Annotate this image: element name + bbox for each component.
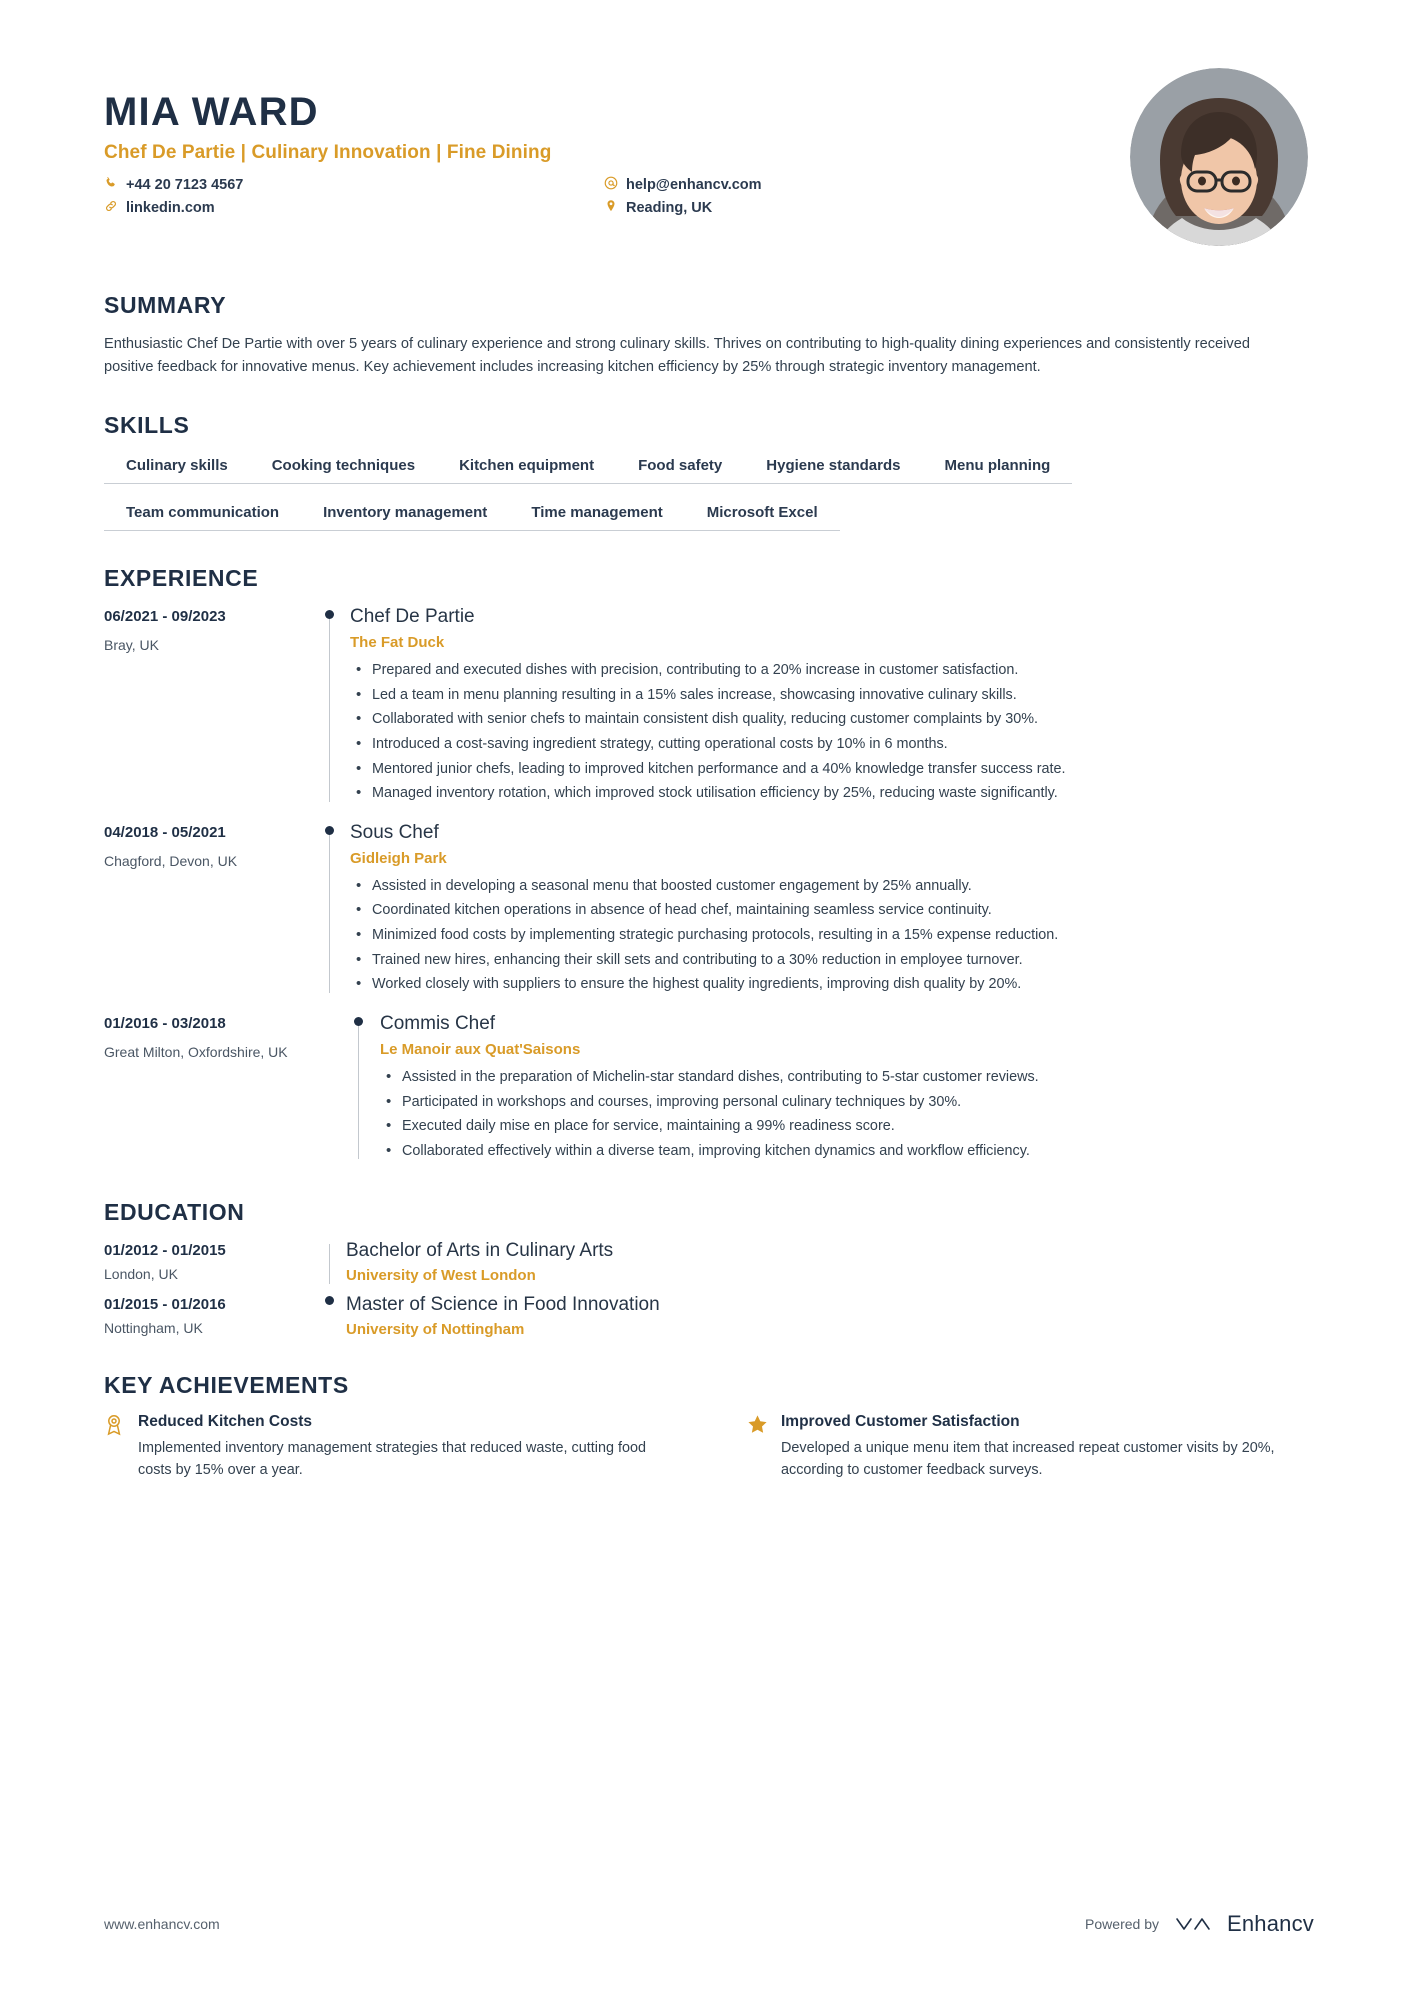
experience-body bbox=[346, 822, 1314, 999]
contact-list bbox=[104, 176, 762, 216]
skill-chip: Food safety bbox=[616, 453, 744, 484]
header-left bbox=[104, 68, 762, 216]
bullet-item: • Participated in workshops and courses, improving personal culinary techniques by 30%. bbox=[380, 1092, 1310, 1114]
bullet-item: • Minimized food costs by implementing strategic purchasing protocols, resulting in a 15% expense reduction. bbox=[350, 925, 1280, 947]
phone-icon bbox=[104, 176, 126, 193]
experience-role: Commis Chef bbox=[380, 1012, 496, 1034]
experience-company: The Fat Duck bbox=[350, 634, 445, 652]
star-icon bbox=[747, 1413, 781, 1439]
bullet-item: • Introduced a cost-saving ingredient strategy, cutting operational costs by 10% in 6 months. bbox=[350, 734, 1280, 756]
education-heading: EDUCATION bbox=[104, 1199, 245, 1226]
experience-bullets bbox=[380, 1067, 1314, 1162]
education-school: University of West London bbox=[346, 1267, 536, 1285]
section-education bbox=[104, 1199, 1314, 1338]
timeline-line bbox=[329, 619, 330, 802]
education-location: London, UK bbox=[104, 1266, 178, 1283]
section-achievements bbox=[104, 1372, 1314, 1481]
bullet-item: • Trained new hires, enhancing their skill sets and contributing to a 30% reduction in employee turnover. bbox=[350, 950, 1280, 972]
bullet-item: • Led a team in menu planning resulting in a 15% sales increase, showcasing innovative culinary skills. bbox=[350, 685, 1280, 707]
experience-meta bbox=[104, 822, 316, 999]
experience-item bbox=[104, 822, 1314, 999]
achievement-title: Improved Customer Satisfaction bbox=[781, 1413, 1020, 1431]
education-school: University of Nottingham bbox=[346, 1321, 525, 1339]
timeline-line bbox=[329, 1244, 330, 1284]
education-degree: Master of Science in Food Innovation bbox=[346, 1294, 660, 1316]
experience-bullets bbox=[350, 876, 1314, 996]
experience-meta bbox=[104, 1013, 316, 1165]
achievements-grid bbox=[104, 1413, 1314, 1481]
bullet-item: • Worked closely with suppliers to ensure the highest quality ingredients, improving dish quality by 20%. bbox=[350, 974, 1280, 996]
contact-phone bbox=[104, 176, 604, 193]
achievement-body bbox=[138, 1413, 671, 1481]
section-experience bbox=[104, 565, 1314, 1165]
bullet-item: • Managed inventory rotation, which improved stock utilisation efficiency by 25%, reducing waste significantly. bbox=[350, 783, 1280, 805]
skill-chip: Cooking techniques bbox=[250, 453, 437, 484]
timeline-dot bbox=[325, 610, 334, 619]
skill-chip: Menu planning bbox=[922, 453, 1072, 484]
achievements-heading: KEY ACHIEVEMENTS bbox=[104, 1372, 349, 1399]
experience-location: Chagford, Devon, UK bbox=[104, 852, 238, 869]
experience-company: Le Manoir aux Quat'Saisons bbox=[380, 1040, 581, 1058]
education-location: Nottingham, UK bbox=[104, 1320, 203, 1337]
experience-company: Gidleigh Park bbox=[350, 849, 447, 867]
education-degree: Bachelor of Arts in Culinary Arts bbox=[346, 1240, 614, 1262]
contact-linkedin-text: linkedin.com bbox=[126, 199, 215, 216]
link-icon bbox=[104, 199, 126, 216]
timeline-marker bbox=[316, 606, 346, 808]
timeline-marker bbox=[316, 1013, 346, 1165]
enhancv-mark-icon bbox=[1173, 1912, 1219, 1936]
summary-heading: SUMMARY bbox=[104, 292, 227, 318]
education-meta bbox=[104, 1294, 316, 1338]
achievement-desc: Developed a unique menu item that increased repeat customer visits by 20%, according to customer feedback surveys. bbox=[781, 1440, 1275, 1478]
skills-row bbox=[104, 500, 1314, 531]
page-title: MIA WARD bbox=[104, 90, 319, 134]
skills-list bbox=[104, 453, 1314, 531]
section-summary bbox=[104, 292, 1314, 378]
experience-date: 01/2016 - 03/2018 bbox=[104, 1014, 226, 1032]
email-icon bbox=[604, 176, 626, 193]
timeline-dot bbox=[354, 1017, 363, 1026]
contact-email-text: help@enhancv.com bbox=[626, 176, 762, 193]
experience-location: Great Milton, Oxfordshire, UK bbox=[104, 1043, 288, 1060]
avatar-photo bbox=[1130, 68, 1308, 246]
contact-phone-text: +44 20 7123 4567 bbox=[126, 176, 244, 193]
education-date: 01/2012 - 01/2015 bbox=[104, 1242, 226, 1260]
contact-location bbox=[604, 199, 762, 216]
experience-heading: EXPERIENCE bbox=[104, 565, 259, 592]
timeline-line bbox=[329, 835, 330, 993]
timeline-marker bbox=[316, 822, 346, 999]
footer-url[interactable]: www.enhancv.com bbox=[104, 1916, 220, 1932]
experience-date: 04/2018 - 05/2021 bbox=[104, 823, 226, 841]
bullet-item: • Mentored junior chefs, leading to improved kitchen performance and a 40% knowledge transfer success rate. bbox=[350, 759, 1280, 781]
experience-item bbox=[104, 606, 1314, 808]
experience-bullets bbox=[350, 660, 1314, 805]
achievement-body bbox=[781, 1413, 1314, 1481]
experience-date: 06/2021 - 09/2023 bbox=[104, 608, 226, 626]
bullet-item: • Assisted in developing a seasonal menu that boosted customer engagement by 25% annually. bbox=[350, 876, 1280, 898]
enhancv-wordmark: Enhancv bbox=[1226, 1911, 1314, 1936]
footer-brand-area bbox=[1085, 1911, 1314, 1937]
experience-body bbox=[346, 1013, 1314, 1165]
experience-location: Bray, UK bbox=[104, 637, 159, 654]
skill-chip: Kitchen equipment bbox=[437, 453, 616, 484]
achievement-desc: Implemented inventory management strategies that reduced waste, cutting food costs by 15% over a year. bbox=[138, 1440, 646, 1478]
award-medal-icon bbox=[104, 1413, 138, 1440]
experience-meta bbox=[104, 606, 316, 808]
bullet-item: • Assisted in the preparation of Michelin-star standard dishes, contributing to 5-star customer reviews. bbox=[380, 1067, 1310, 1089]
education-body bbox=[316, 1240, 1314, 1284]
education-item bbox=[104, 1294, 1314, 1338]
bullet-item: • Collaborated with senior chefs to maintain consistent dish quality, reducing customer complaints by 30%. bbox=[350, 709, 1280, 731]
location-pin-icon bbox=[604, 199, 626, 216]
education-date: 01/2015 - 01/2016 bbox=[104, 1296, 226, 1314]
enhancv-logo bbox=[1173, 1911, 1314, 1937]
education-meta bbox=[104, 1240, 316, 1284]
education-item bbox=[104, 1240, 1314, 1284]
skill-chip: Team communication bbox=[104, 500, 301, 531]
professional-headline: Chef De Partie | Culinary Innovation | Fine Dining bbox=[104, 142, 552, 163]
avatar bbox=[1130, 68, 1308, 246]
section-skills bbox=[104, 412, 1314, 531]
contact-location-text: Reading, UK bbox=[626, 199, 713, 216]
skill-chip: Microsoft Excel bbox=[685, 500, 840, 531]
bullet-item: • Coordinated kitchen operations in absence of head chef, maintaining seamless service continuity. bbox=[350, 900, 1280, 922]
achievement-item bbox=[104, 1413, 671, 1481]
skill-chip: Inventory management bbox=[301, 500, 509, 531]
powered-by-label: Powered by bbox=[1085, 1916, 1159, 1932]
experience-role: Chef De Partie bbox=[350, 606, 475, 628]
achievement-item bbox=[747, 1413, 1314, 1481]
skills-row bbox=[104, 453, 1314, 484]
experience-role: Sous Chef bbox=[350, 821, 439, 843]
skill-chip: Hygiene standards bbox=[744, 453, 922, 484]
resume-header bbox=[104, 68, 1314, 246]
skill-chip: Culinary skills bbox=[104, 453, 250, 484]
bullet-item: • Executed daily mise en place for service, maintaining a 99% readiness score. bbox=[380, 1116, 1310, 1138]
contact-email[interactable] bbox=[604, 176, 762, 193]
summary-text: Enthusiastic Chef De Partie with over 5 years of culinary experience and strong culinary skills. Thrives on contributing to high-quality dining experiences and consistently received positive feedback for innovative menus. Key achievement includes increasing kitchen efficiency by 25% through strategic inventory management. bbox=[104, 336, 1250, 375]
bullet-item: • Collaborated effectively within a diverse team, improving kitchen dynamics and workflow efficiency. bbox=[380, 1141, 1310, 1163]
page-footer bbox=[104, 1911, 1314, 1937]
contact-linkedin[interactable] bbox=[104, 199, 604, 216]
timeline-line bbox=[358, 1026, 359, 1159]
bullet-item: • Prepared and executed dishes with precision, contributing to a 20% increase in customer satisfaction. bbox=[350, 660, 1280, 682]
education-body bbox=[316, 1294, 1314, 1338]
skills-heading: SKILLS bbox=[104, 412, 190, 439]
experience-body bbox=[346, 606, 1314, 808]
achievement-title: Reduced Kitchen Costs bbox=[138, 1413, 312, 1431]
timeline-dot bbox=[325, 826, 334, 835]
experience-item bbox=[104, 1013, 1314, 1165]
skill-chip: Time management bbox=[509, 500, 684, 531]
